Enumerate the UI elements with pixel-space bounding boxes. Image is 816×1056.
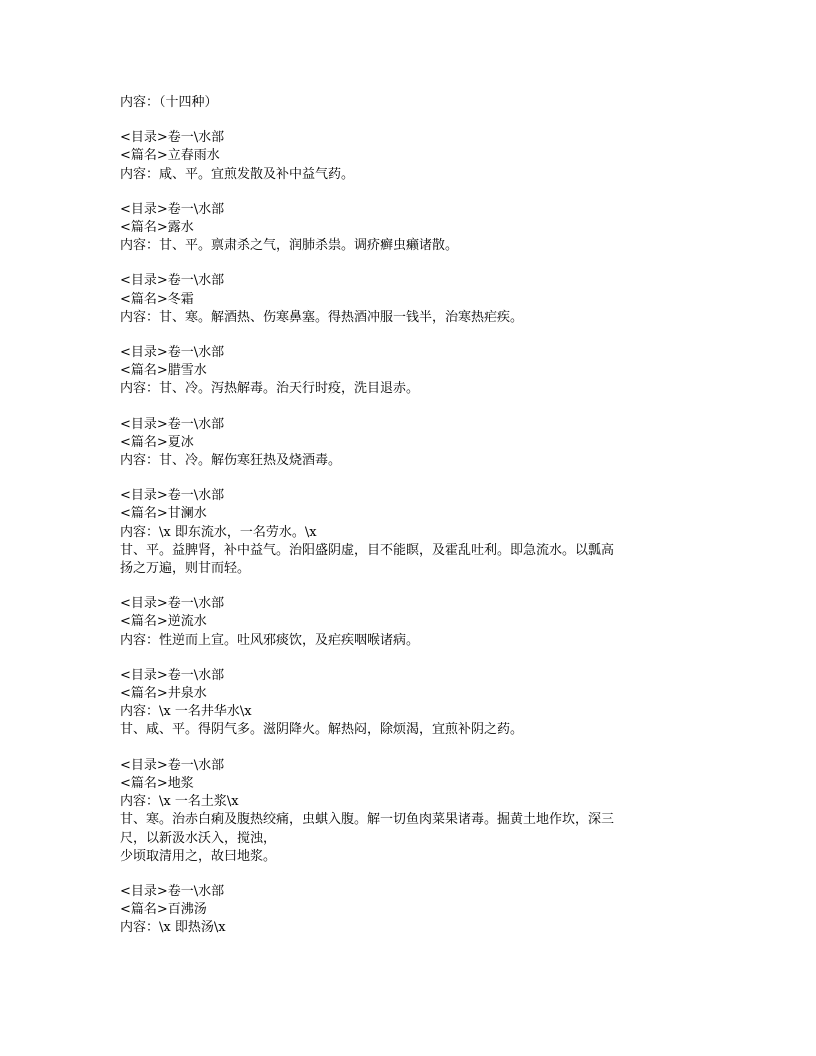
title-line: <篇名>立春雨水 [120, 148, 220, 164]
entry-gap [120, 650, 680, 667]
entry-list [120, 112, 680, 937]
entry-gap [120, 255, 680, 272]
catalog-line: <目录>卷一\水部 [120, 273, 225, 289]
content-line: 甘、平。益脾肾，补中益气。治阳盛阴虚，目不能瞑，及霍乱吐利。即急流水。以瓢高 [120, 542, 615, 558]
entry-gap [120, 184, 680, 201]
catalog-line: <目录>卷一\水部 [120, 345, 225, 361]
title-line: <篇名>逆流水 [120, 614, 207, 630]
entry-block [120, 416, 680, 471]
content-line: 少顷取清用之，故曰地浆。 [120, 848, 277, 864]
catalog-line: <目录>卷一\水部 [120, 130, 225, 146]
entry-gap [120, 112, 680, 129]
content-line: 内容：\x 一名井华水\x [120, 704, 252, 720]
title-line: <篇名>井泉水 [120, 686, 207, 702]
content-line: 内容：\x 即热汤\x [120, 920, 226, 936]
entry-block [120, 344, 680, 399]
title-line: <篇名>冬霜 [120, 291, 194, 307]
content-line: 尺，以新汲水沃入，搅浊， [120, 830, 277, 846]
catalog-line: <目录>卷一\水部 [120, 416, 225, 432]
content-line: 内容：\x 即东流水，一名劳水。\x [120, 524, 317, 540]
content-line: 内容：\x 一名土浆\x [120, 794, 239, 810]
content-line: 内容：甘、冷。解伤寒狂热及烧酒毒。 [120, 453, 342, 469]
entry-block [120, 272, 680, 327]
entry-block [120, 201, 680, 256]
entry-gap [120, 740, 680, 757]
entry-block [120, 487, 680, 578]
content-line: 内容：性逆而上宣。吐风邪痰饮，及疟疾咽喉诸病。 [120, 632, 420, 648]
content-line: 内容：甘、寒。解酒热、伤寒鼻塞。得热酒冲服一钱半，治寒热疟疾。 [120, 309, 524, 325]
content-line: 内容：咸、平。宜煎发散及补中益气药。 [120, 166, 355, 182]
content-line: 甘、咸、平。得阴气多。滋阴降火。解热闷，除烦渴，宜煎补阴之药。 [120, 722, 524, 738]
entry-gap [120, 470, 680, 487]
entry-gap [120, 578, 680, 595]
title-line: <篇名>露水 [120, 220, 194, 236]
entry-block [120, 667, 680, 740]
title-line: <篇名>腊雪水 [120, 363, 207, 379]
title-line: <篇名>百沸汤 [120, 902, 207, 918]
entry-gap [120, 327, 680, 344]
content-line: 内容：甘、冷。泻热解毒。治天行时疫，洗目退赤。 [120, 381, 420, 397]
catalog-line: <目录>卷一\水部 [120, 883, 225, 899]
entry-gap [120, 399, 680, 416]
catalog-line: <目录>卷一\水部 [120, 488, 225, 504]
entry-block [120, 757, 680, 866]
catalog-line: <目录>卷一\水部 [120, 596, 225, 612]
title-line: <篇名>夏冰 [120, 434, 194, 450]
entry-gap [120, 866, 680, 883]
catalog-line: <目录>卷一\水部 [120, 757, 225, 773]
catalog-line: <目录>卷一\水部 [120, 667, 225, 683]
content-line: 内容：甘、平。禀肃杀之气，润肺杀祟。调疥癣虫癞诸散。 [120, 238, 459, 254]
entry-block [120, 595, 680, 650]
document-page [120, 94, 680, 938]
entry-block [120, 129, 680, 184]
content-line: 甘、寒。治赤白痢及腹热绞痛，虫蜞入腹。解一切鱼肉菜果诸毒。掘黄土地作坎，深三 [120, 812, 615, 828]
entry-block [120, 883, 680, 938]
title-line: <篇名>地浆 [120, 775, 194, 791]
intro-line: 内容：（十四种） [120, 95, 218, 110]
catalog-line: <目录>卷一\水部 [120, 201, 225, 217]
content-line: 扬之万遍，则甘而轻。 [120, 561, 251, 577]
title-line: <篇名>甘澜水 [120, 506, 207, 522]
